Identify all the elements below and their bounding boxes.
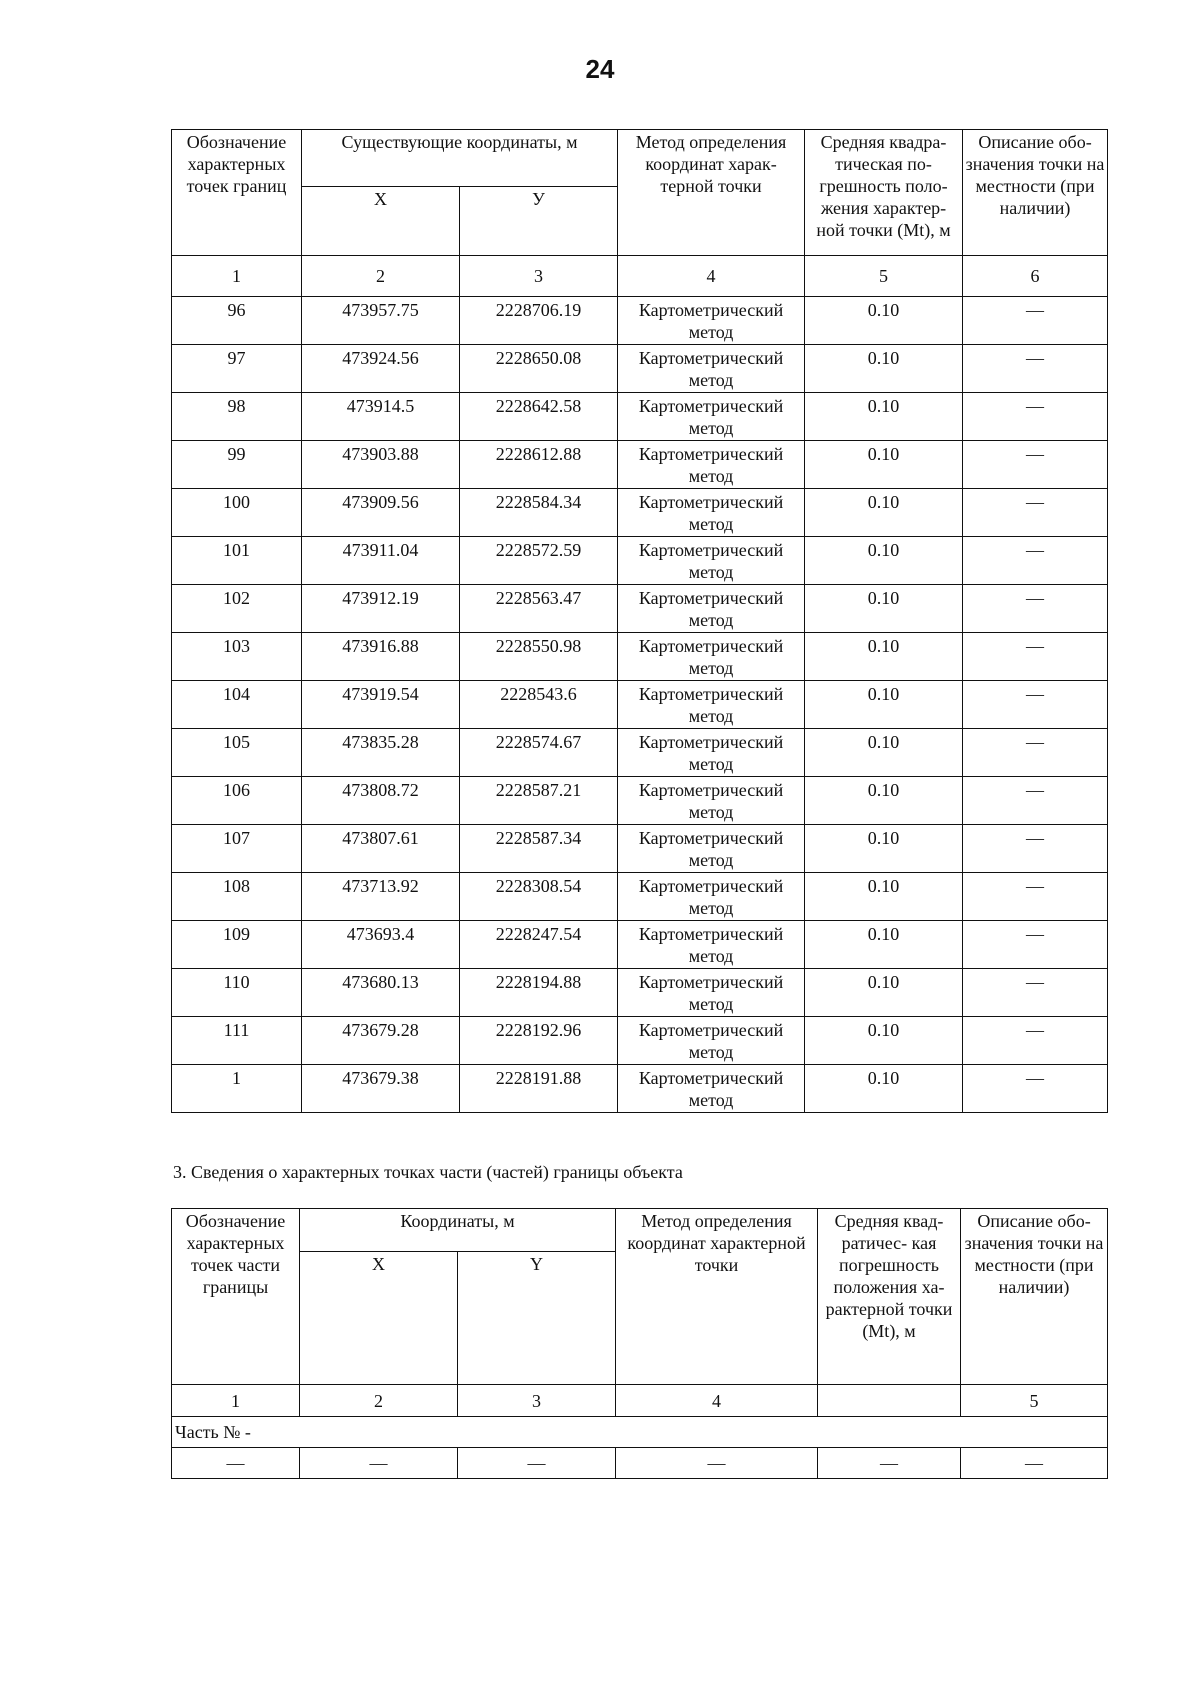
empty-cell: — xyxy=(818,1448,961,1479)
point-number-cell: 97 xyxy=(172,345,302,393)
table-row xyxy=(172,537,1108,585)
part-points-table xyxy=(171,1208,1108,1479)
description-cell: — xyxy=(963,489,1108,537)
mean-error-cell: 0.10 xyxy=(805,681,963,729)
y-coordinate-cell: 2228192.96 xyxy=(460,1017,618,1065)
y-coordinate-cell: 2228706.19 xyxy=(460,297,618,345)
y-coordinate-cell: 2228650.08 xyxy=(460,345,618,393)
method-cell: Картометрический метод xyxy=(618,729,805,777)
method-cell: Картометрический метод xyxy=(618,393,805,441)
method-cell: Картометрический метод xyxy=(618,489,805,537)
mean-error-cell: 0.10 xyxy=(805,777,963,825)
col-number: 6 xyxy=(963,256,1108,297)
y-coordinate-cell: 2228563.47 xyxy=(460,585,618,633)
point-number-cell: 105 xyxy=(172,729,302,777)
x-coordinate-cell: 473912.19 xyxy=(302,585,460,633)
header-part-point-designation: Обозначение характерных точек части границы xyxy=(172,1209,300,1385)
header-coordinates: Координаты, м xyxy=(300,1209,616,1252)
header-description: Описание обо-значения точки на местности (при наличии) xyxy=(963,130,1108,256)
point-number-cell: 1 xyxy=(172,1065,302,1113)
header-point-designation: Обозначение характерных точек границ xyxy=(172,130,302,256)
header-method: Метод определения координат характерной точки xyxy=(616,1209,818,1385)
col-number: 4 xyxy=(618,256,805,297)
header-mean-error: Средняя квадра-тическая по-грешность поло-жения характер-ной точки (Mt), м xyxy=(805,130,963,256)
x-coordinate-cell: 473916.88 xyxy=(302,633,460,681)
table-row xyxy=(172,825,1108,873)
point-number-cell: 109 xyxy=(172,921,302,969)
point-number-cell: 111 xyxy=(172,1017,302,1065)
empty-cell: — xyxy=(172,1448,300,1479)
description-cell: — xyxy=(963,1065,1108,1113)
table-row xyxy=(172,489,1108,537)
x-coordinate-cell: 473679.28 xyxy=(302,1017,460,1065)
x-coordinate-cell: 473911.04 xyxy=(302,537,460,585)
method-cell: Картометрический метод xyxy=(618,921,805,969)
table-row xyxy=(172,1065,1108,1113)
y-coordinate-cell: 2228308.54 xyxy=(460,873,618,921)
point-number-cell: 104 xyxy=(172,681,302,729)
mean-error-cell: 0.10 xyxy=(805,1065,963,1113)
x-coordinate-cell: 473914.5 xyxy=(302,393,460,441)
mean-error-cell: 0.10 xyxy=(805,441,963,489)
y-coordinate-cell: 2228550.98 xyxy=(460,633,618,681)
header-mean-error: Средняя квад-ратичес- кая погрешность положения ха-рактерной точки (Mt), м xyxy=(818,1209,961,1385)
x-coordinate-cell: 473693.4 xyxy=(302,921,460,969)
method-cell: Картометрический метод xyxy=(618,633,805,681)
col-number: 2 xyxy=(302,256,460,297)
method-cell: Картометрический метод xyxy=(618,681,805,729)
point-number-cell: 98 xyxy=(172,393,302,441)
y-coordinate-cell: 2228587.21 xyxy=(460,777,618,825)
mean-error-cell: 0.10 xyxy=(805,729,963,777)
mean-error-cell: 0.10 xyxy=(805,297,963,345)
empty-cell: — xyxy=(300,1448,458,1479)
mean-error-cell: 0.10 xyxy=(805,1017,963,1065)
y-coordinate-cell: 2228543.6 xyxy=(460,681,618,729)
description-cell: — xyxy=(963,777,1108,825)
mean-error-cell: 0.10 xyxy=(805,921,963,969)
table-row xyxy=(172,681,1108,729)
description-cell: — xyxy=(963,537,1108,585)
col-number: 2 xyxy=(300,1385,458,1417)
point-number-cell: 96 xyxy=(172,297,302,345)
description-cell: — xyxy=(963,873,1108,921)
method-cell: Картометрический метод xyxy=(618,441,805,489)
col-number: 5 xyxy=(961,1385,1108,1417)
point-number-cell: 107 xyxy=(172,825,302,873)
x-coordinate-cell: 473835.28 xyxy=(302,729,460,777)
page-number: 24 xyxy=(585,54,615,84)
table-row xyxy=(172,345,1108,393)
x-coordinate-cell: 473903.88 xyxy=(302,441,460,489)
x-coordinate-cell: 473713.92 xyxy=(302,873,460,921)
mean-error-cell: 0.10 xyxy=(805,345,963,393)
col-number: 1 xyxy=(172,256,302,297)
description-cell: — xyxy=(963,585,1108,633)
point-number-cell: 102 xyxy=(172,585,302,633)
empty-cell: — xyxy=(458,1448,616,1479)
description-cell: — xyxy=(963,633,1108,681)
description-cell: — xyxy=(963,297,1108,345)
mean-error-cell: 0.10 xyxy=(805,393,963,441)
table-row xyxy=(172,585,1108,633)
table-row xyxy=(172,297,1108,345)
method-cell: Картометрический метод xyxy=(618,345,805,393)
table-row xyxy=(172,777,1108,825)
description-cell: — xyxy=(963,345,1108,393)
x-coordinate-cell: 473679.38 xyxy=(302,1065,460,1113)
col-number: 5 xyxy=(805,256,963,297)
section-3-title: 3. Сведения о характерных точках части (частей) границы объекта xyxy=(173,1162,683,1182)
description-cell: — xyxy=(963,825,1108,873)
x-coordinate-cell: 473807.61 xyxy=(302,825,460,873)
y-coordinate-cell: 2228194.88 xyxy=(460,969,618,1017)
mean-error-cell: 0.10 xyxy=(805,489,963,537)
method-cell: Картометрический метод xyxy=(618,873,805,921)
point-number-cell: 108 xyxy=(172,873,302,921)
point-number-cell: 103 xyxy=(172,633,302,681)
col-number: 4 xyxy=(616,1385,818,1417)
col-number xyxy=(818,1385,961,1417)
description-cell: — xyxy=(963,441,1108,489)
y-coordinate-cell: 2228612.88 xyxy=(460,441,618,489)
method-cell: Картометрический метод xyxy=(618,969,805,1017)
col-number: 3 xyxy=(460,256,618,297)
y-coordinate-cell: 2228247.54 xyxy=(460,921,618,969)
x-coordinate-cell: 473808.72 xyxy=(302,777,460,825)
method-cell: Картометрический метод xyxy=(618,585,805,633)
x-coordinate-cell: 473909.56 xyxy=(302,489,460,537)
x-coordinate-cell: 473957.75 xyxy=(302,297,460,345)
y-coordinate-cell: 2228584.34 xyxy=(460,489,618,537)
description-cell: — xyxy=(963,969,1108,1017)
y-coordinate-cell: 2228587.34 xyxy=(460,825,618,873)
empty-cell: — xyxy=(961,1448,1108,1479)
point-number-cell: 101 xyxy=(172,537,302,585)
table-row xyxy=(172,441,1108,489)
header-method: Метод определения координат харак-терной точки xyxy=(618,130,805,256)
mean-error-cell: 0.10 xyxy=(805,873,963,921)
description-cell: — xyxy=(963,921,1108,969)
y-coordinate-cell: 2228572.59 xyxy=(460,537,618,585)
boundary-points-table xyxy=(171,129,1108,1113)
x-coordinate-cell: 473919.54 xyxy=(302,681,460,729)
part-label: Часть № - xyxy=(172,1417,1108,1448)
method-cell: Картометрический метод xyxy=(618,1065,805,1113)
header-y: У xyxy=(460,187,618,256)
point-number-cell: 100 xyxy=(172,489,302,537)
table-row xyxy=(172,729,1108,777)
x-coordinate-cell: 473680.13 xyxy=(302,969,460,1017)
empty-cell: — xyxy=(616,1448,818,1479)
header-x: X xyxy=(300,1252,458,1385)
method-cell: Картометрический метод xyxy=(618,1017,805,1065)
header-description: Описание обо-значения точки на местности (при наличии) xyxy=(961,1209,1108,1385)
description-cell: — xyxy=(963,393,1108,441)
method-cell: Картометрический метод xyxy=(618,537,805,585)
table-row xyxy=(172,921,1108,969)
point-number-cell: 110 xyxy=(172,969,302,1017)
x-coordinate-cell: 473924.56 xyxy=(302,345,460,393)
table-row xyxy=(172,393,1108,441)
description-cell: — xyxy=(963,729,1108,777)
header-existing-coordinates: Существующие координаты, м xyxy=(302,130,618,187)
header-x: X xyxy=(302,187,460,256)
y-coordinate-cell: 2228574.67 xyxy=(460,729,618,777)
y-coordinate-cell: 2228191.88 xyxy=(460,1065,618,1113)
mean-error-cell: 0.10 xyxy=(805,585,963,633)
description-cell: — xyxy=(963,681,1108,729)
table-row xyxy=(172,873,1108,921)
point-number-cell: 106 xyxy=(172,777,302,825)
mean-error-cell: 0.10 xyxy=(805,825,963,873)
mean-error-cell: 0.10 xyxy=(805,537,963,585)
mean-error-cell: 0.10 xyxy=(805,969,963,1017)
method-cell: Картометрический метод xyxy=(618,297,805,345)
method-cell: Картометрический метод xyxy=(618,777,805,825)
mean-error-cell: 0.10 xyxy=(805,633,963,681)
table-row xyxy=(172,969,1108,1017)
method-cell: Картометрический метод xyxy=(618,825,805,873)
description-cell: — xyxy=(963,1017,1108,1065)
point-number-cell: 99 xyxy=(172,441,302,489)
col-number: 3 xyxy=(458,1385,616,1417)
table-row xyxy=(172,633,1108,681)
y-coordinate-cell: 2228642.58 xyxy=(460,393,618,441)
col-number: 1 xyxy=(172,1385,300,1417)
table-row xyxy=(172,1017,1108,1065)
header-y: Y xyxy=(458,1252,616,1385)
